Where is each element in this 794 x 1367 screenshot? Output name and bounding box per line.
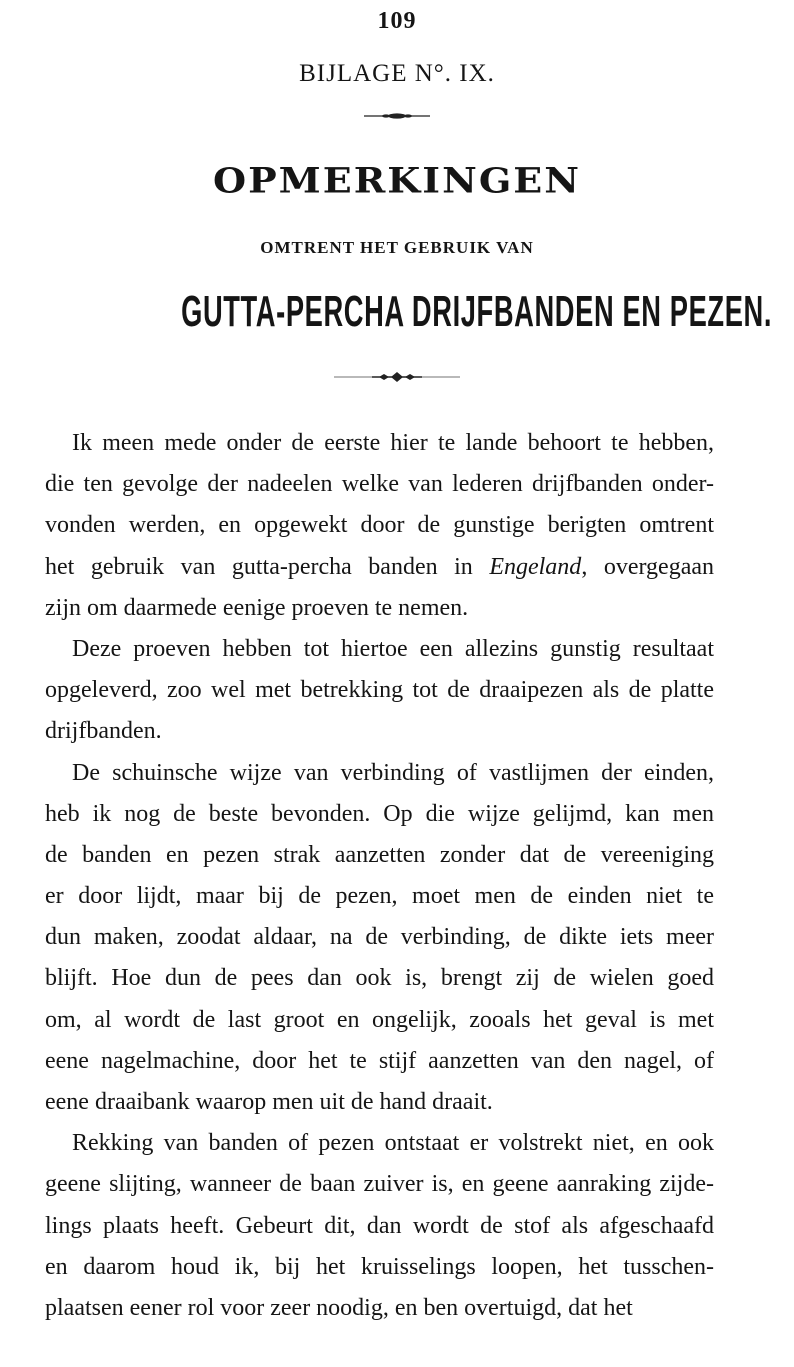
text-line: er door lijdt, maar bij de pezen, moet men de einden niet te — [45, 883, 714, 910]
text-line: geene slijting, wanneer de baan zuiver is, en geene aanraking zijde- — [45, 1171, 714, 1198]
paragraph — [45, 1123, 714, 1329]
ornament-rule-icon — [362, 110, 432, 122]
text-line: drijfbanden. — [45, 718, 162, 745]
text-line: lings plaats heeft. Gebeurt dit, dan wordt de stof als afgeschaafd — [45, 1212, 714, 1239]
appendix-label: BIJLAGE N°. IX. — [299, 60, 495, 87]
text-line: Ik meen mede onder de eerste hier te lande behoort te hebben, — [72, 430, 714, 456]
text-line: en daarom houd ik, bij het kruisselings loopen, het tusschen- — [45, 1253, 714, 1280]
ornament-divider-top — [0, 110, 794, 122]
text-line: dun maken, zoodat aldaar, na de verbinding, de dikte iets meer — [45, 924, 714, 951]
paragraph — [45, 423, 714, 629]
text-line: de banden en pezen strak aanzetten zonder dat de vereeniging — [45, 841, 714, 868]
text-line: zijn om daarmede eenige proeven te nemen. — [45, 594, 469, 621]
text-line: Deze proeven hebben tot hiertoe een allezins gunstig resultaat — [72, 635, 714, 662]
page-number: 109 — [377, 8, 417, 34]
text-line: eene nagelmachine, door het te stijf aanzetten van den nagel, of — [45, 1047, 714, 1074]
paragraph — [45, 629, 714, 753]
text-line: eene draaibank waarop men uit de hand draait. — [45, 1089, 493, 1115]
page-heading-text: GUTTA-PERCHA DRIJFBANDEN EN PEZEN. — [181, 287, 773, 336]
page-subtitle: OMTRENT HET GEBRUIK VAN — [260, 238, 534, 257]
text-line: Rekking van banden of pezen ontstaat er volstrekt niet, en ook — [72, 1130, 714, 1157]
text-line: het gebruik van gutta-percha banden in Engeland, overgegaan — [45, 553, 715, 580]
text-line: De schuinsche wijze van verbinding of vastlijmen der einden, — [72, 759, 714, 786]
text-line: opgeleverd, zoo wel met betrekking tot de draaipezen als de platte — [45, 677, 714, 704]
text-line: plaatsen eener rol voor zeer noodig, en ben overtuigd, dat het — [45, 1294, 633, 1321]
page-heading — [0, 287, 794, 337]
page-title: OPMERKINGEN — [213, 160, 581, 201]
text-line: blijft. Hoe dun de pees dan ook is, brengt zij de wielen goed — [45, 965, 714, 992]
text-line: om, al wordt de last groot en ongelijk, zooals het geval is met — [45, 1006, 714, 1033]
body-text — [45, 423, 714, 1329]
paragraph — [45, 753, 714, 1124]
text-line: heb ik nog de beste bevonden. Op die wijze gelijmd, kan men — [45, 800, 714, 827]
text-line: die ten gevolge der nadeelen welke van lederen drijfbanden onder- — [45, 471, 714, 498]
ornament-divider-bottom — [0, 370, 794, 384]
ornament-rule-icon — [332, 370, 462, 384]
text-line: vonden werden, en opgewekt door de gunstige berigten omtrent — [45, 512, 714, 539]
